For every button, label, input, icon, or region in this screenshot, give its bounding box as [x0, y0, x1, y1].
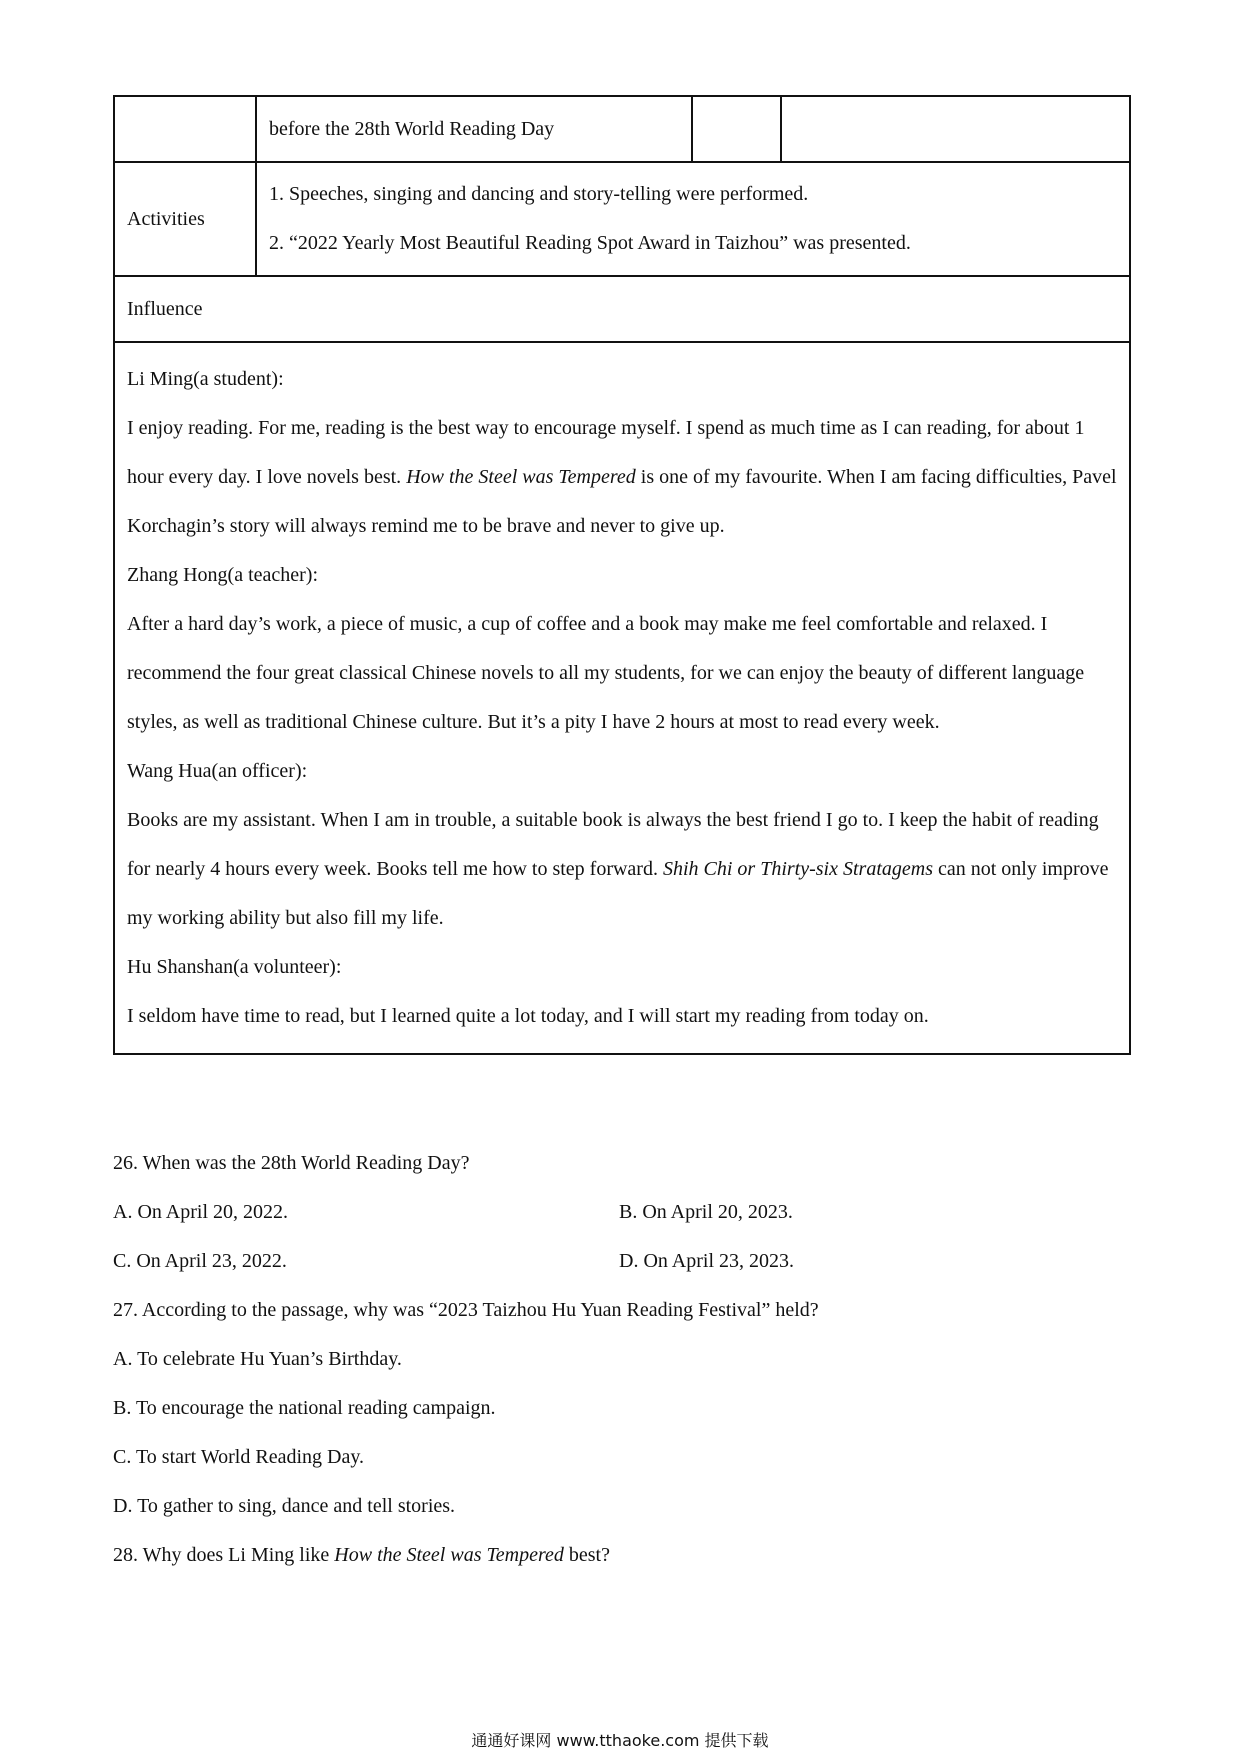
- influence-label: Influence: [114, 276, 1130, 342]
- table-cell-time: before the 28th World Reading Day: [256, 96, 692, 162]
- opinion-li-ming: [127, 404, 1117, 551]
- question-27-stem: 27. According to the passage, why was “2023 Taizhou Hu Yuan Reading Festival” held?: [113, 1299, 819, 1321]
- page-footer: 通通好课网 www.tthaoke.com 提供下载: [471, 1731, 769, 1750]
- speaker-zhang-hong: Zhang Hong(a teacher):: [127, 564, 319, 586]
- speaker-hu-shanshan: Hu Shanshan(a volunteer):: [127, 956, 342, 978]
- activities-label: Activities: [114, 162, 256, 276]
- opinion-li-ming-text-1: I enjoy reading. For me, reading is the best way to encourage myself. I spend as much time as I can reading, for about 1 hour every day. I love novels best.: [127, 417, 1085, 488]
- opinion-zhang-hong: After a hard day’s work, a piece of music, a cup of coffee and a book may make me feel comfortable and relaxed. I recommend the four great classical Chinese novels to all my students, for we can enjoy the beauty of different language styles, as well as traditional Chinese culture. But it’s a pity I have 2 hours at most to read every week.: [127, 613, 1085, 733]
- activity-item-2: 2. “2022 Yearly Most Beautiful Reading Spot Award in Taizhou” was presented.: [269, 232, 911, 254]
- opinions-cell: [114, 342, 1130, 1054]
- question-28-stem: [113, 1531, 1129, 1580]
- table-row-opinions: [114, 342, 1130, 1054]
- table-cell-empty-label: [114, 96, 256, 162]
- question-27-option-b: B. To encourage the national reading campaign.: [113, 1397, 496, 1419]
- opinion-wang-hua-text-1: Books are my assistant. When I am in trouble, a suitable book is always the best friend I go to. I keep the habit of reading for nearly 4 hours every week. Books tell me how to step forward.: [127, 809, 1099, 880]
- table-row-top: [114, 96, 1130, 162]
- question-26-stem: 26. When was the 28th World Reading Day?: [113, 1152, 470, 1174]
- opinion-li-ming-text-2: is one of my favourite. When I am facing difficulties, Pavel Korchagin’s story will always remind me to be brave and never to give up.: [127, 466, 1117, 537]
- question-26-options-row-1: [113, 1188, 1129, 1237]
- opinion-wang-hua-text-2: can not only improve my working ability but also fill my life.: [127, 858, 1109, 929]
- table-cell-empty-1: [692, 96, 781, 162]
- table-cell-empty-2: [781, 96, 1130, 162]
- opinion-hu-shanshan: I seldom have time to read, but I learned quite a lot today, and I will start my reading from today on.: [127, 1005, 929, 1027]
- question-26-option-c: C. On April 23, 2022.: [113, 1250, 287, 1272]
- book-title-steel: How the Steel was Tempered: [406, 466, 636, 488]
- speaker-li-ming: Li Ming(a student):: [127, 368, 284, 390]
- question-27-option-c: C. To start World Reading Day.: [113, 1446, 365, 1468]
- question-27-option-a: A. To celebrate Hu Yuan’s Birthday.: [113, 1348, 402, 1370]
- question-26-option-d: D. On April 23, 2023.: [619, 1250, 794, 1272]
- table-row-activities: [114, 162, 1130, 276]
- opinion-wang-hua: [127, 796, 1117, 943]
- question-26-options-row-2: [113, 1237, 1129, 1286]
- question-28-book-title: How the Steel was Tempered: [334, 1544, 564, 1566]
- book-title-shih-chi: Shih Chi or Thirty-six Stratagems: [662, 858, 933, 880]
- question-27-option-d: D. To gather to sing, dance and tell stories.: [113, 1495, 456, 1517]
- speaker-wang-hua: Wang Hua(an officer):: [127, 760, 308, 782]
- activity-item-1: 1. Speeches, singing and dancing and story-telling were performed.: [269, 183, 809, 205]
- table-row-influence: [114, 276, 1130, 342]
- questions-section: [113, 1139, 1129, 1580]
- question-26-option-a: A. On April 20, 2022.: [113, 1201, 288, 1223]
- question-28-stem-text-2: best?: [563, 1544, 610, 1566]
- festival-info-table: [113, 95, 1131, 1055]
- activities-cell: [256, 162, 1130, 276]
- question-26-option-b: B. On April 20, 2023.: [619, 1201, 793, 1223]
- question-28-stem-text-1: 28. Why does Li Ming like: [113, 1544, 335, 1566]
